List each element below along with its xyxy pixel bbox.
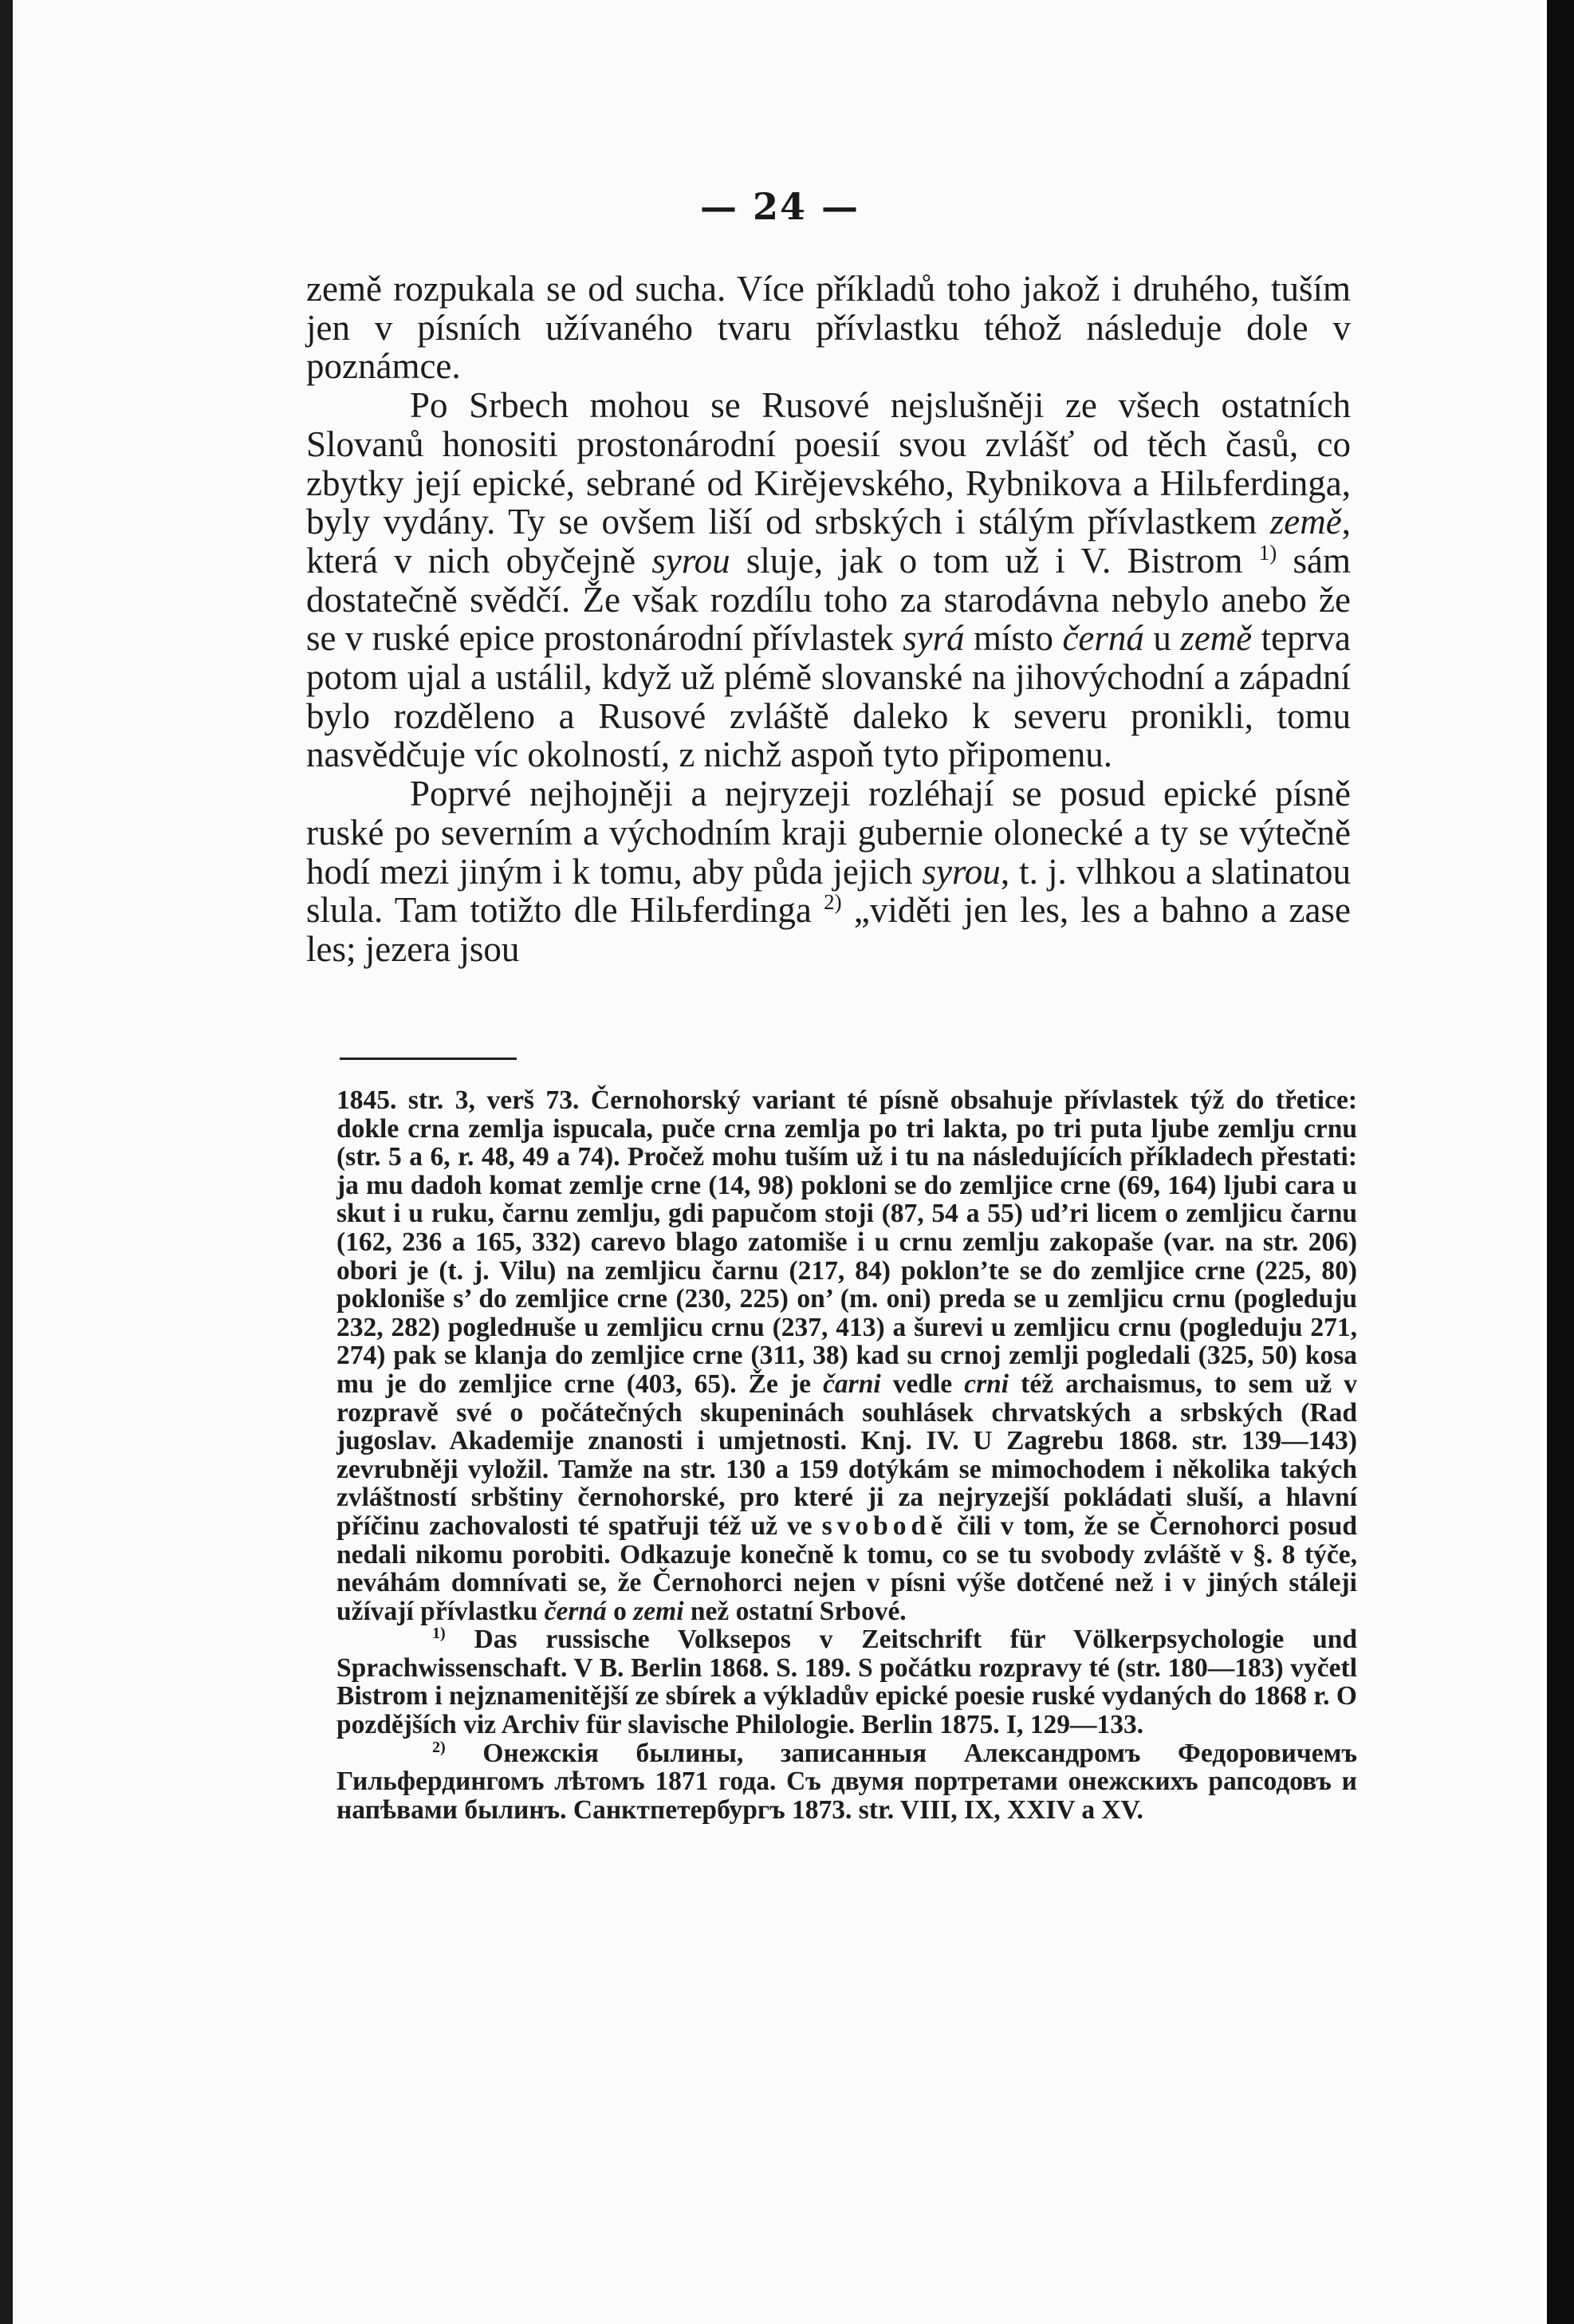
main-text	[306, 270, 1351, 969]
paragraph-3: Poprvé nejhojněji a nejryzeji rozléhají se posud epické písně ruské po severním a východním kraji gubernie olonecké a ty se výtečně hodí mezi jiným i k tomu, aby půda jejich syrou, t. j. vlhkou a slatinatou slula. Tam totižto dle Hilьferdinga $^{2)}$ „viděti jen les, les a bahno a zase les; jezera jsou	[306, 774, 1351, 969]
footnotes	[336, 1086, 1357, 1824]
footnote-ref-1: 1)	[1258, 540, 1277, 565]
scan-border-right	[1547, 0, 1574, 2324]
scan-border-left	[0, 0, 13, 2324]
paragraph-1: země rozpukala se od sucha. Více příkladů toho jakož i druhého, tuším jen v písních užívaného tvaru přívlastku téhož následuje dole v poznámce.	[306, 269, 1351, 387]
footnote-1: $^{1)}$ Das russische Volksepos v Zeitschrift für Völkerpsychologie und Sprachwissenschaft. V B. Berlin 1868. S. 189. S počátku rozpravy té (str. 180—183) vyčetl Bistrom i nejznamenitější ze sbírek a výkladův epické poesie ruské vydaných do 1868 r. O pozdějších viz Archiv für slavische Philologie. Berlin 1875. I, 129—133.	[336, 1625, 1357, 1740]
page-number: — 24 —	[699, 185, 860, 228]
book-page	[13, 0, 1547, 2324]
footnote-2: $^{2)}$ Онежскія былины, записанныя Александромъ Федоровичемъ Гильфердингомъ лѣтомъ 1871 года. Съ двумя портретами онежскихъ рапсодовъ и напѣвами былинъ. Санктпетербургъ 1873. str. VIII, IX, XXIV a XV.	[336, 1738, 1357, 1825]
footnote-continued: 1845. str. 3, verš 73. Černohorský variant té písně obsahuje přívlastek týž do třetice: dokle crna zemlja ispucala, puče crna zemlja po tri lakta, po tri puta ljube zemlju crnu (str. 5 a 6, r. 48, 49 a 74). Pročež mohu tuším už i tu na následujících příkladech přestati: ja mu dadoh komat zemlje crne (14, 98) pokloni se do zemljice crne (69, 164) ljubi cara u skut i u ruku, čarnu zemlju, gdi papučom stoji (87, 54 a 55) ud’ri licem o zemljicu čarnu (162, 236 a 165, 332) carevo blago zatomiše i u crnu zemlju zakopaše (var. na str. 206) obori je (t. j. Vilu) na zemljicu čarnu (217, 84) poklon’te se do zemljice crne (225, 80) pokloniše s’ do zemljice crne (230, 225) on’ (m. oni) preda se u zemljicu crnu (pogleduju 232, 282) pogledнuše u zemljicu crnu (237, 413) a šurevi u zemljicu crnu (pogleduju 271, 274) pak se klanja do zemljice crne (311, 38) kad su crnoj zemlji pogledali (325, 50) kosa mu je do zemljice crne (403, 65). Že je čarni vedle crni též archaismus, to sem už v rozpravě své o počátečných skupeninách souhlásek chrvatských a srbských (Rad jugoslav. Akademije znanosti i umjetnosti. Knj. IV. U Zagrebu 1868. str. 139—143) zevrubněji vyložil. Tamže na str. 130 a 159 dotýkám se mimochodem i několika takých zvláštností srbštiny černohorské, pro které ji za nejryzejší pokládati sluší, a hlavní příčinu zachovalosti té spatřuji též už ve svobodě čili v tom, že se Černohorci posud nedali nikomu porobiti. Odkazuje konečně k tomu, co se tu svobody zvláště v §. 8 týče, neváhám domnívati se, že Černohorci nejen v písni výše dotčené než i v jiných stáleji užívají přívlastku černá o zemi než ostatní Srbové.	[336, 1085, 1358, 1626]
paragraph-2: Po Srbech mohou se Rusové nejslušněji ze všech ostatních Slovanů honositi prostonárodní poesií svou zvlášť od těch časů, co zbytky její epické, sebrané od Kirějevského, Rybnikova a Hilьferdinga, byly vydány. Ty se ovšem liší od srbských i stálým přívlastkem země, která v nich obyčejně syrou sluje, jak o tom už i V. Bistrom $^{1)}$ sám dostatečně svědčí. Že však rozdílu toho za starodávna nebylo anebo že se v ruské epice prostonárodní přívlastek syrá místo černá u země teprva potom ujal a ustálil, když už plémě slovanské na jihovýchodní a západní bylo rozděleno a Rusové zvláště daleko k severu pronikli, tomu nasvědčuje víc okolností, z nichž aspoň tyto připomenu.	[306, 385, 1351, 775]
footnote-separator	[340, 1058, 517, 1060]
footnote-ref-2: 2)	[824, 890, 842, 915]
